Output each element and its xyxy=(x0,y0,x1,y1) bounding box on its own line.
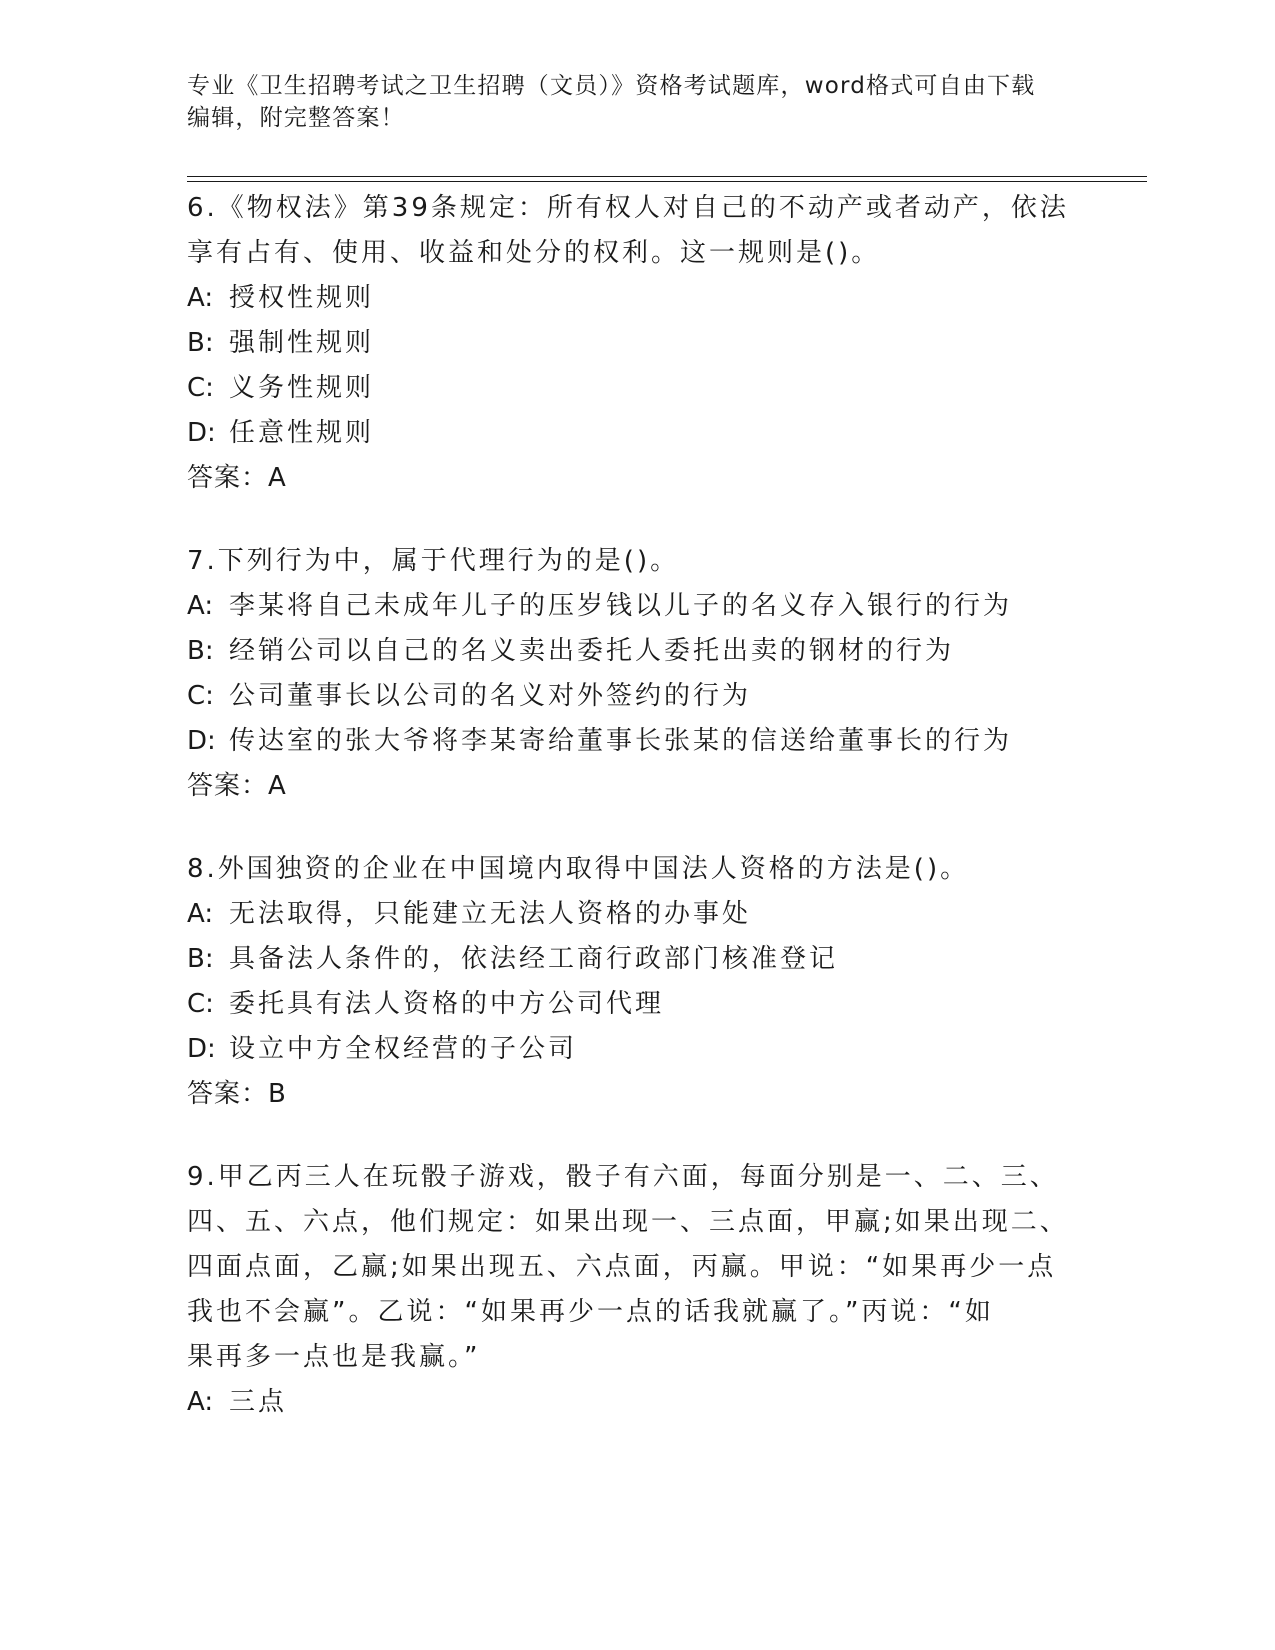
option-letter: B: xyxy=(187,328,214,358)
question-7 xyxy=(187,539,1067,809)
option-b xyxy=(187,321,1067,366)
answer-line: 答案：A xyxy=(187,771,287,801)
option-b xyxy=(187,629,1067,674)
option-letter: B: xyxy=(187,944,214,974)
header-line-1: 专业《卫生招聘考试之卫生招聘（文员）》资格考试题库，word格式可自由下载 xyxy=(187,73,1036,99)
option-letter: B: xyxy=(187,636,214,666)
option-a xyxy=(187,276,1067,321)
option-letter: A: xyxy=(187,283,214,313)
option-text: 无法取得，只能建立无法人资格的办事处 xyxy=(229,899,752,929)
question-stem-line: 享有占有、使用、收益和处分的权利。这一规则是()。 xyxy=(187,238,881,268)
option-letter: C: xyxy=(187,373,214,403)
option-text: 任意性规则 xyxy=(229,418,375,448)
question-stem-line: 7.下列行为中，属于代理行为的是()。 xyxy=(187,546,680,576)
question-9 xyxy=(187,1155,1067,1425)
option-c xyxy=(187,366,1067,411)
option-b xyxy=(187,937,1067,982)
answer-line: 答案：A xyxy=(187,463,287,493)
question-stem-line: 9.甲乙丙三人在玩骰子游戏，骰子有六面，每面分别是一、二、三、 xyxy=(187,1162,1059,1192)
answer-line: 答案：B xyxy=(187,1079,287,1109)
header-divider-top xyxy=(187,176,1147,177)
question-stem-line: 四、五、六点，他们规定：如果出现一、三点面，甲赢;如果出现二、 xyxy=(187,1207,1069,1237)
option-text: 设立中方全权经营的子公司 xyxy=(229,1034,578,1064)
option-letter: A: xyxy=(187,899,214,929)
question-6 xyxy=(187,186,1067,501)
option-text: 义务性规则 xyxy=(229,373,375,403)
option-c xyxy=(187,982,1067,1027)
option-letter: A: xyxy=(187,1387,214,1417)
option-letter: D: xyxy=(187,726,216,756)
option-text: 委托具有法人资格的中方公司代理 xyxy=(229,989,665,1019)
option-d xyxy=(187,719,1067,764)
option-d xyxy=(187,411,1067,456)
option-text: 具备法人条件的，依法经工商行政部门核准登记 xyxy=(229,944,839,974)
option-text: 强制性规则 xyxy=(229,328,375,358)
question-stem-line: 6.《物权法》第39条规定：所有权人对自己的不动产或者动产，依法 xyxy=(187,193,1069,223)
document-header xyxy=(187,70,1067,134)
option-letter: D: xyxy=(187,418,216,448)
option-text: 李某将自己未成年儿子的压岁钱以儿子的名义存入银行的行为 xyxy=(229,591,1013,621)
option-letter: D: xyxy=(187,1034,216,1064)
question-stem-line: 我也不会赢”。乙说：“如果再少一点的话我就赢了。”丙说：“如 xyxy=(187,1297,994,1327)
option-text: 三点 xyxy=(229,1387,288,1417)
option-text: 授权性规则 xyxy=(229,283,375,313)
option-d xyxy=(187,1027,1067,1072)
option-c xyxy=(187,674,1067,719)
question-stem-line: 8.外国独资的企业在中国境内取得中国法人资格的方法是()。 xyxy=(187,854,970,884)
option-a xyxy=(187,584,1067,629)
option-a xyxy=(187,892,1067,937)
header-line-2: 编辑，附完整答案！ xyxy=(187,105,405,131)
option-letter: A: xyxy=(187,591,214,621)
option-text: 经销公司以自己的名义卖出委托人委托出卖的钢材的行为 xyxy=(229,636,955,666)
question-list xyxy=(187,186,1067,1463)
header-divider-bottom xyxy=(187,181,1147,182)
option-a xyxy=(187,1380,1067,1425)
option-letter: C: xyxy=(187,989,214,1019)
option-text: 传达室的张大爷将李某寄给董事长张某的信送给董事长的行为 xyxy=(229,726,1013,756)
option-letter: C: xyxy=(187,681,214,711)
question-stem-line: 果再多一点也是我赢。” xyxy=(187,1342,481,1372)
question-stem-line: 四面点面，乙赢;如果出现五、六点面，丙赢。甲说：“如果再少一点 xyxy=(187,1252,1057,1282)
question-8 xyxy=(187,847,1067,1117)
option-text: 公司董事长以公司的名义对外签约的行为 xyxy=(229,681,752,711)
